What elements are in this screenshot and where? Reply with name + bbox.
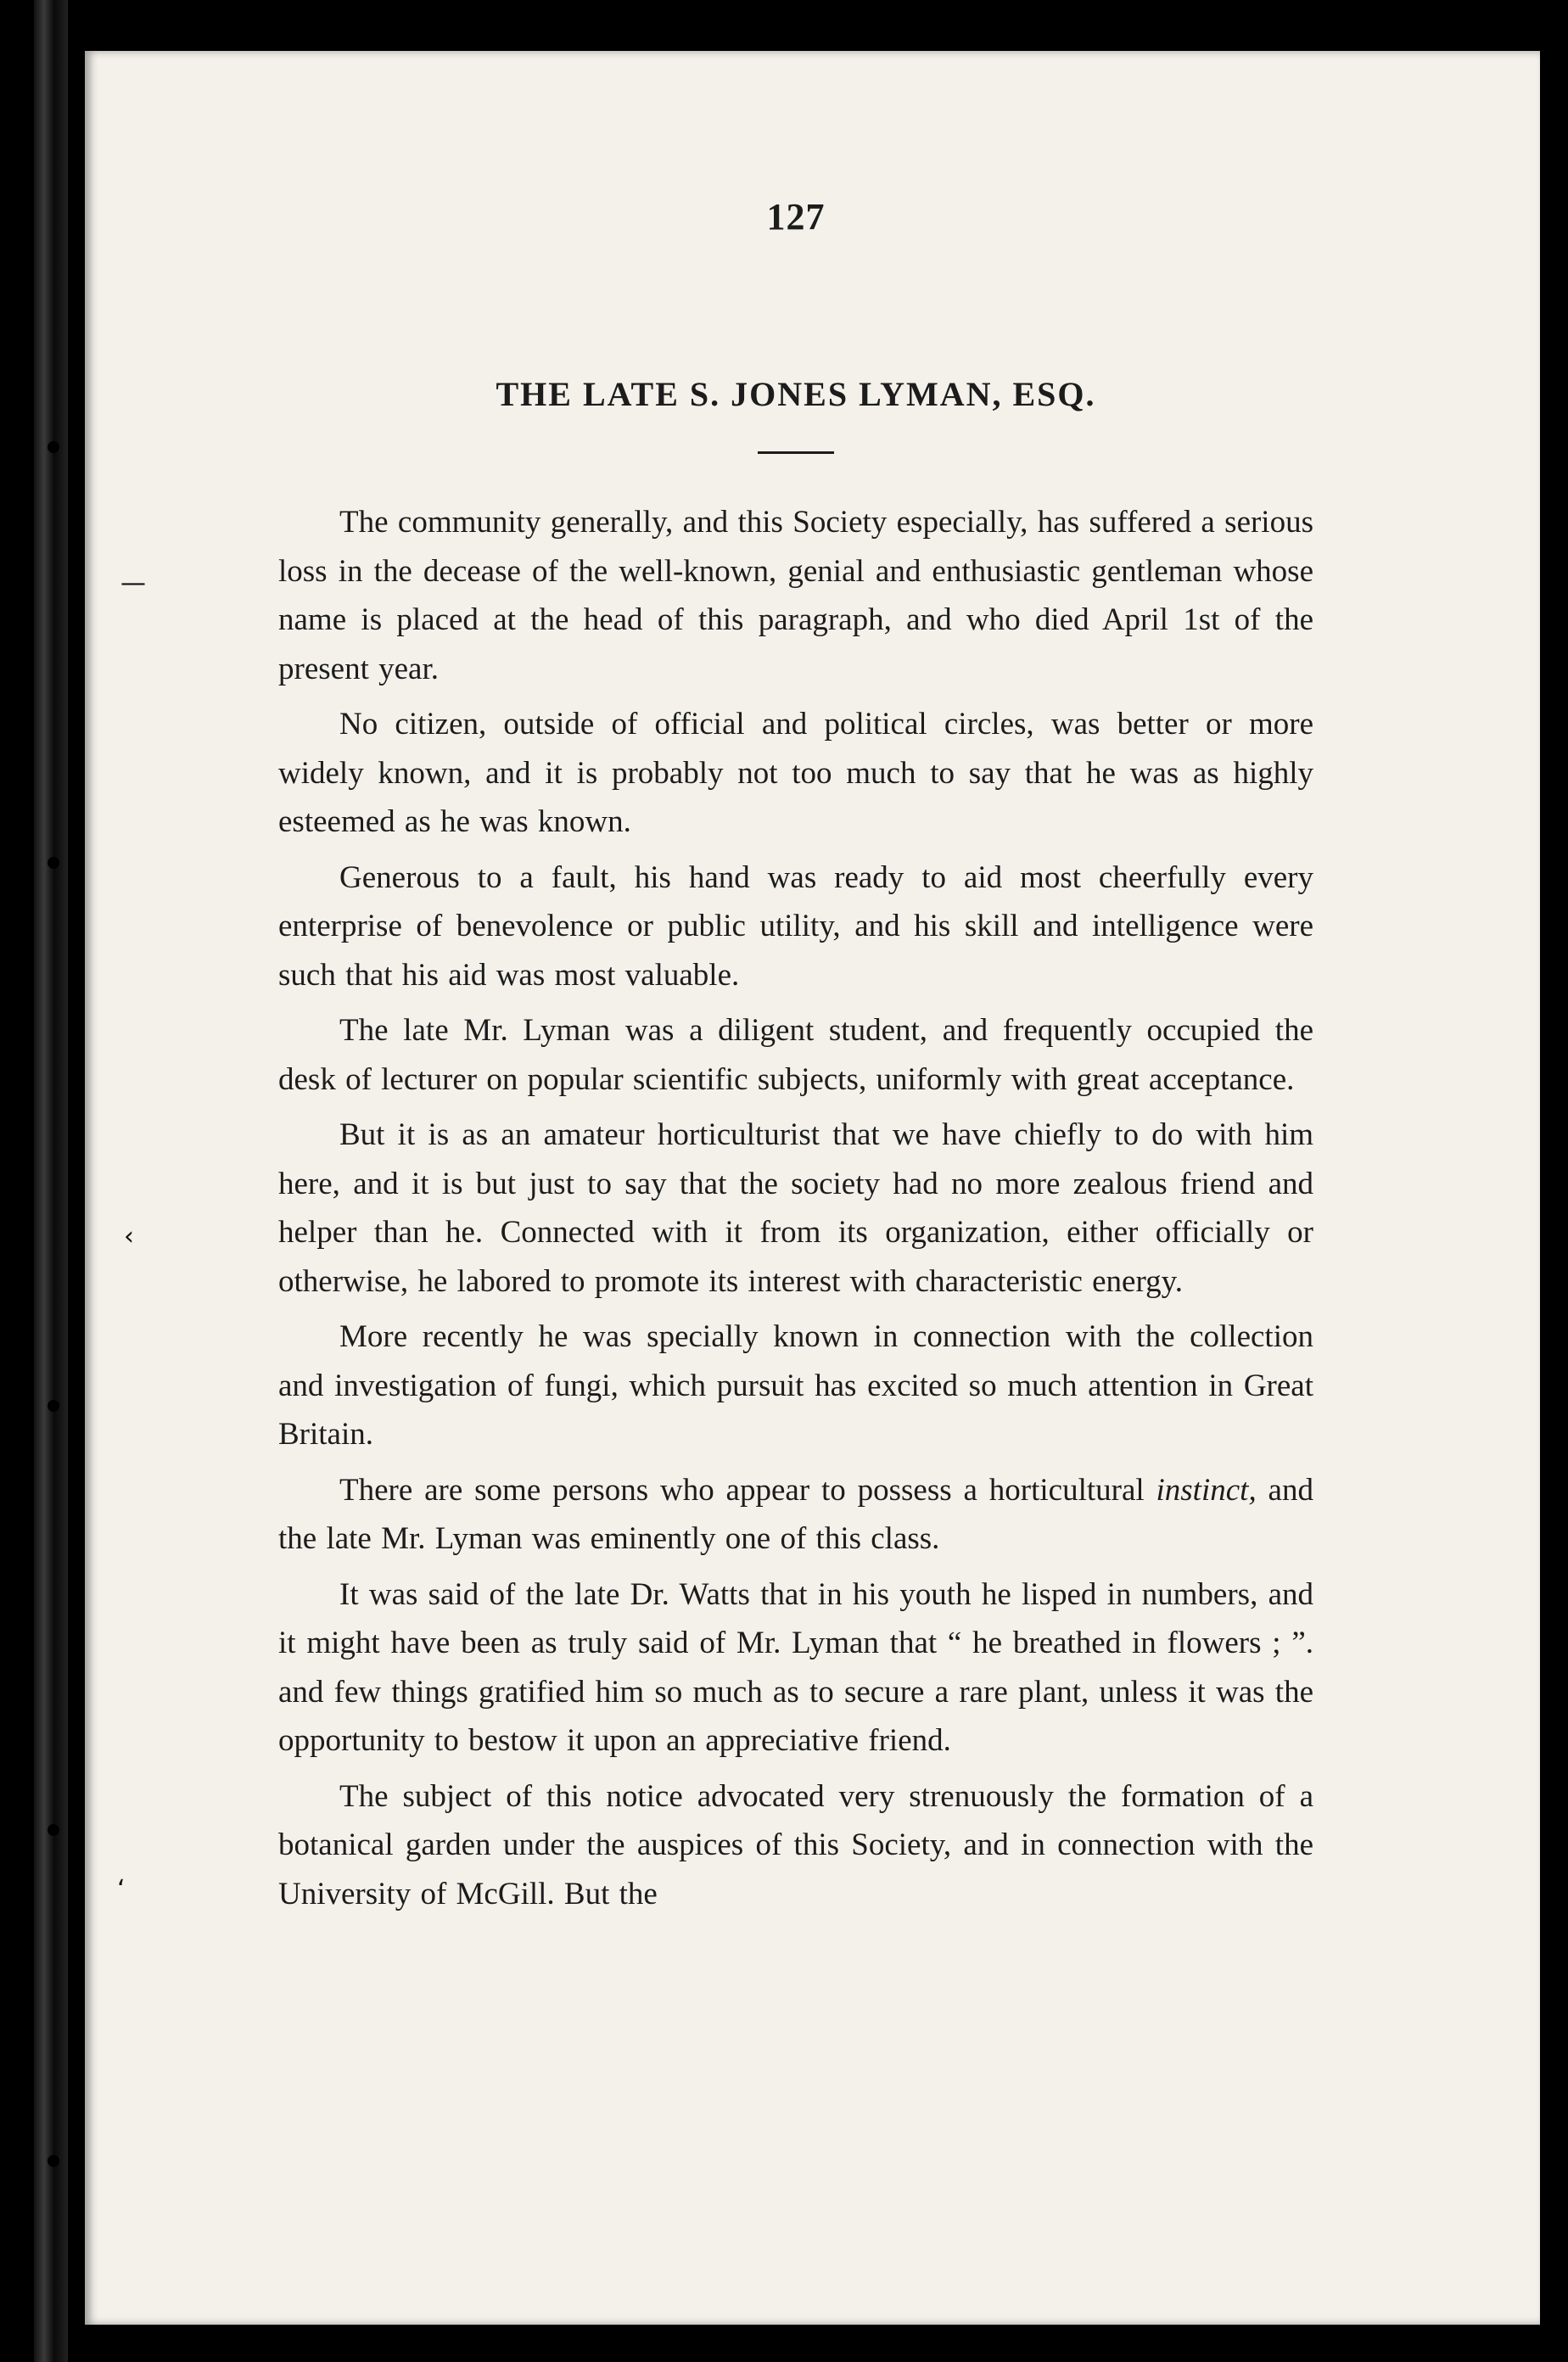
page-number: 127 [766,196,826,238]
binding-mark [48,2155,59,2167]
book-binding-edge [34,0,68,2362]
article-title: THE LATE S. JONES LYMAN, ESQ. [496,375,1096,413]
margin-tick-mark: ‘ [117,1875,126,1905]
italic-word: instinct, [1156,1472,1257,1508]
paragraph: The subject of this notice advocated very strenuously the formation of a botanical garden under the auspices of this Society, and in connection with the University of McGill. But the [278,1778,1313,1911]
paragraph: Generous to a fault, his hand was ready to aid most cheerfully every enterprise of benevolence or public utility, and his skill and intelligence were such that his aid was most valuable. [278,859,1313,993]
page-text [278,195,1313,1925]
binding-mark [48,1400,59,1412]
margin-dash-mark: — [120,568,146,598]
binding-mark [48,1824,59,1836]
paragraph: But it is as an amateur horticulturist that we have chiefly to do with him here, and it is but just to say that the society had no more zealous friend and helper than he. Connected with it from its organization, either officially or otherwise, he labored to promote its interest with characteristic energy. [278,1117,1313,1299]
paragraph: No citizen, outside of official and political circles, was better or more widely known, and it is probably not too much to say that he was as highly esteemed as he was known. [278,707,1313,839]
paragraph-trail: and the late Mr. Lyman was eminently one of this class. [278,1472,1313,1556]
paragraph [278,1466,1313,1564]
binding-mark [48,441,59,453]
paragraph: More recently he was specially known in connection with the collection and investigation of fungi, which pursuit has excited so much attention in Great Britain. [278,1319,1313,1452]
paragraph: The late Mr. Lyman was a diligent student, and frequently occupied the desk of lecturer on popular scientific subjects, uniformly with great acceptance. [278,1013,1313,1097]
paragraph: The community generally, and this Society especially, has suffered a serious loss in the decease of the well-known, genial and enthusiastic gentleman whose name is placed at the head of this paragraph, and who died April 1st of the present year. [278,505,1313,686]
title-divider [758,451,834,454]
paragraph-lead: There are some persons who appear to possess a horticultural [339,1472,1156,1508]
margin-arrow-mark: ‹ [124,1222,134,1251]
binding-mark [48,857,59,869]
paragraph: It was said of the late Dr. Watts that in his youth he lisped in numbers, and it might have been as truly said of Mr. Lyman that “ he breathed in flowers ; ”. and few things gratified him so much as to secure a rare plant, unless it was the opportunity to bestow it upon an appreciative friend. [278,1576,1313,1758]
